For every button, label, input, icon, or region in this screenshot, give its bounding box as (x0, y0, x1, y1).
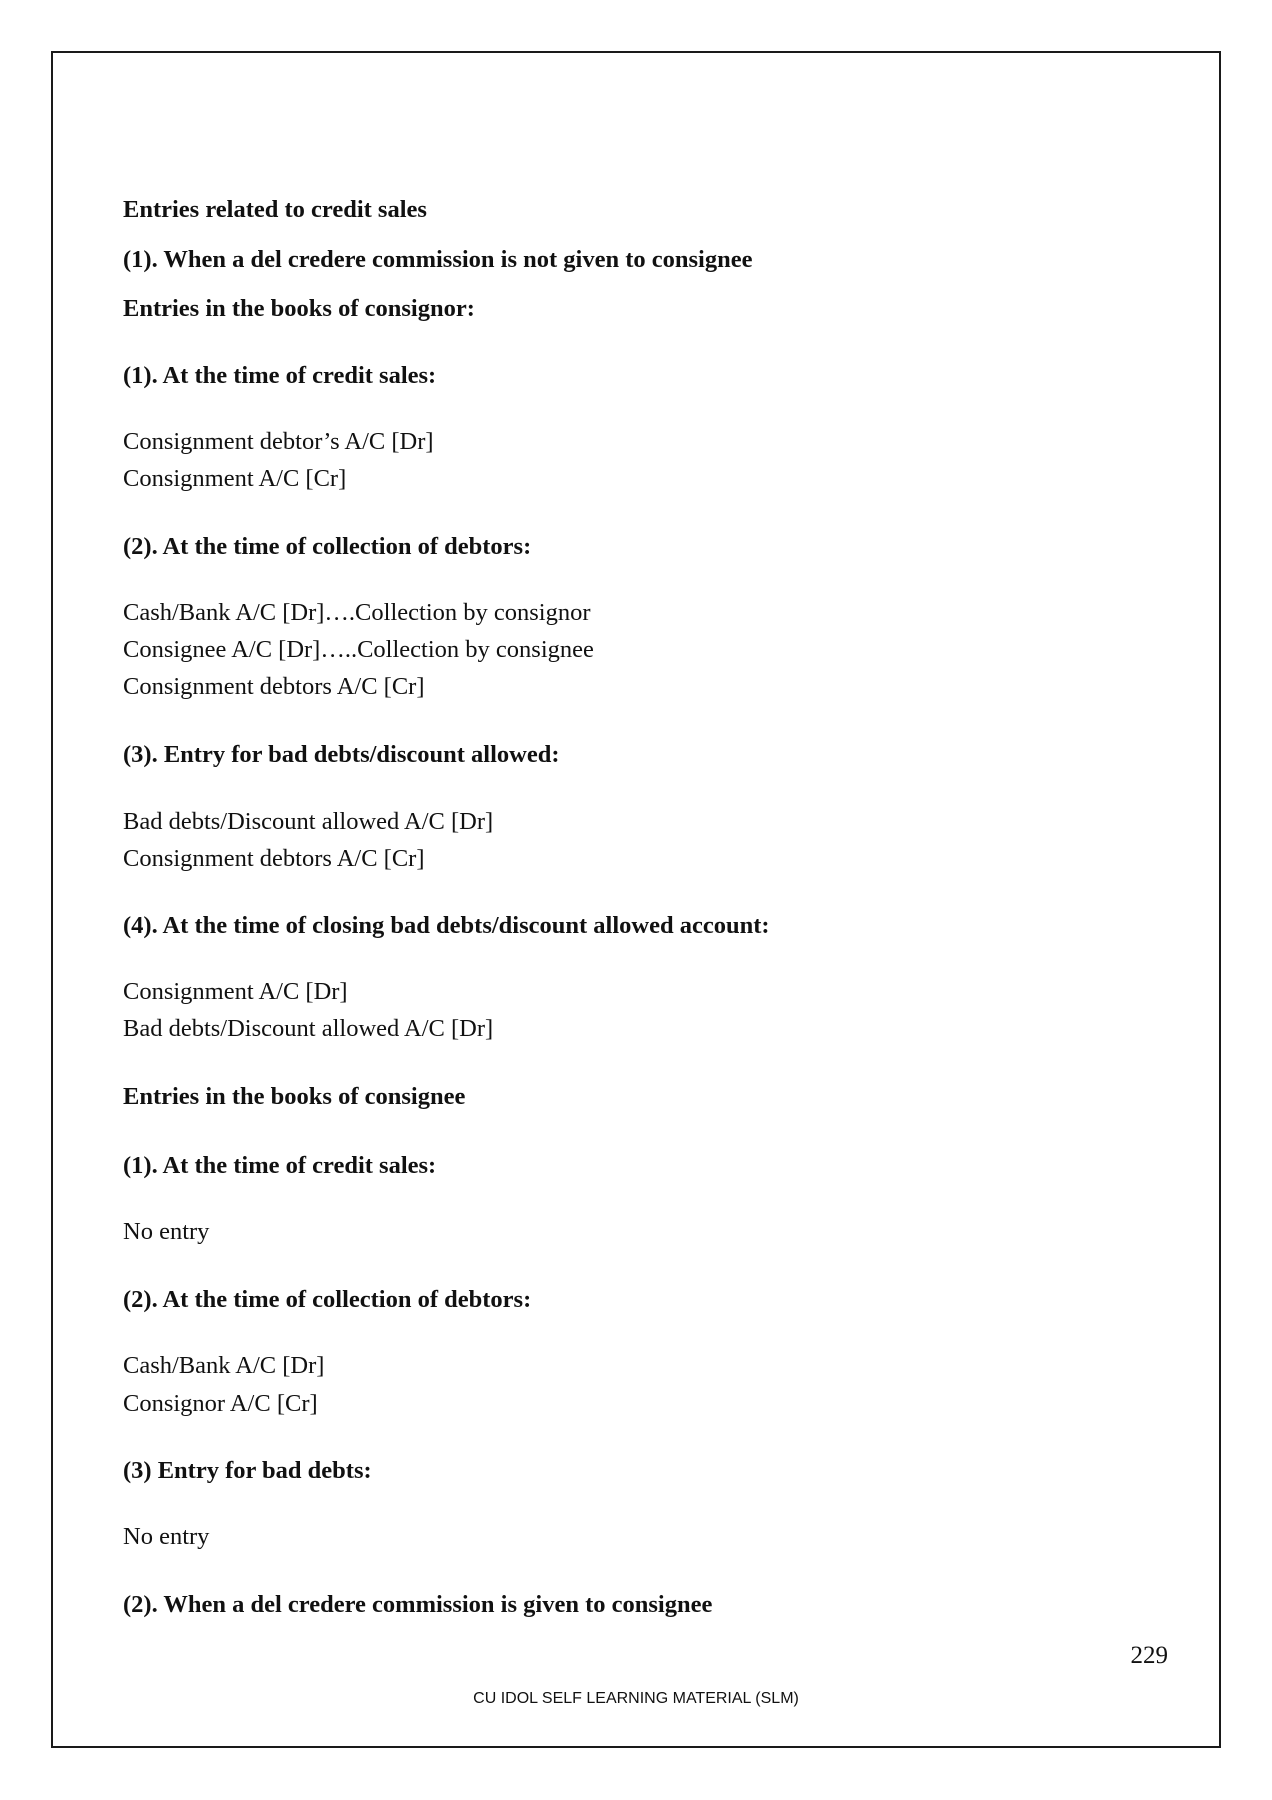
consignee-books-title: Entries in the books of consignee (123, 1083, 466, 1110)
consignor-step-2-line-3: Consignment debtors A/C [Cr] (123, 673, 425, 700)
consignor-step-1-line-2: Consignment A/C [Cr] (123, 465, 347, 492)
consignor-step-1-heading: (1). At the time of credit sales: (123, 362, 437, 389)
case-2-title: (2). When a del credere commission is given to consignee (123, 1591, 713, 1618)
footer-text: CU IDOL SELF LEARNING MATERIAL (SLM) (473, 1690, 799, 1707)
consignor-step-4-line-2: Bad debts/Discount allowed A/C [Dr] (123, 1015, 494, 1042)
consignee-step-3-heading: (3) Entry for bad debts: (123, 1457, 372, 1484)
consignor-step-2-line-2: Consignee A/C [Dr]…..Collection by consignee (123, 636, 594, 663)
consignor-step-3-heading: (3). Entry for bad debts/discount allowed: (123, 741, 560, 768)
page-number: 229 (1130, 1642, 1168, 1669)
case-1-title: (1). When a del credere commission is not given to consignee (123, 246, 753, 273)
consignee-step-2-line-1: Cash/Bank A/C [Dr] (123, 1352, 325, 1379)
consignor-step-4-heading: (4). At the time of closing bad debts/discount allowed account: (123, 912, 770, 939)
section-heading: Entries related to credit sales (123, 196, 427, 223)
consignor-step-3-line-1: Bad debts/Discount allowed A/C [Dr] (123, 808, 494, 835)
consignor-step-2-heading: (2). At the time of collection of debtors: (123, 533, 532, 560)
consignee-step-2-heading: (2). At the time of collection of debtors: (123, 1286, 532, 1313)
consignee-step-2-line-2: Consignor A/C [Cr] (123, 1390, 318, 1417)
consignee-step-3-line-1: No entry (123, 1523, 210, 1550)
consignor-step-1-line-1: Consignment debtor’s A/C [Dr] (123, 428, 434, 455)
consignor-step-3-line-2: Consignment debtors A/C [Cr] (123, 845, 425, 872)
consignee-step-1-line-1: No entry (123, 1218, 210, 1245)
consignor-step-2-line-1: Cash/Bank A/C [Dr]….Collection by consignor (123, 599, 591, 626)
consignor-step-4-line-1: Consignment A/C [Dr] (123, 978, 348, 1005)
consignee-step-1-heading: (1). At the time of credit sales: (123, 1152, 437, 1179)
consignor-books-title: Entries in the books of consignor: (123, 295, 475, 322)
